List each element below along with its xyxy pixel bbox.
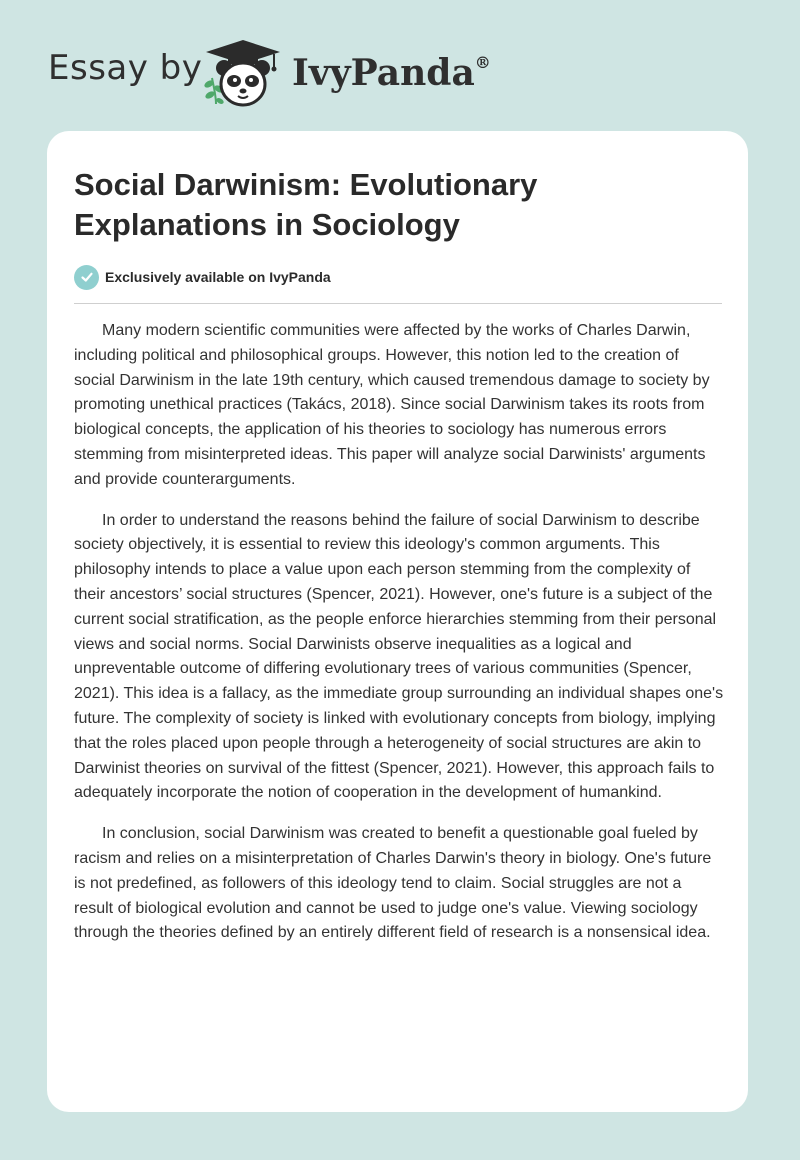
essay-by-label: Essay by xyxy=(48,48,203,88)
paragraph: In order to understand the reasons behind the failure of social Darwinism to describe society objectively, it is essential to review this ideology's common arguments. This philosophy intends to place a value upon each person stemming from the complexity of their ancestors’ social structures (Spencer, 2021). However, one's future is a subject of the current social stratification, as the people enforce hierarchies stemming from their personal views and social norms. Social Darwinists observe inequalities as a logical and unpreventable outcome of differing evolutionary trees of various communities (Spencer, 2021). This idea is a fallacy, as the immediate group surrounding an individual shapes one's future. The complexity of society is linked with evolutionary concepts from biology, implying that the roles placed upon people through a heterogeneity of social structures are akin to Darwinist theories on survival of the fittest (Spencer, 2021). However, this approach fails to adequately incorporate the notion of cooperation in the development of humankind. xyxy=(74,511,724,802)
panda-logo-icon[interactable] xyxy=(200,38,286,110)
divider xyxy=(74,303,722,304)
paragraph: In conclusion, social Darwinism was created to benefit a questionable goal fueled by racism and relies on a misinterpretation of Charles Darwin's theory in biology. One's future is not predefined, as followers of this ideology tend to claim. Social struggles are not a result of biological evolution and cannot be used to judge one's value. Viewing sociology through the theories defined by an entirely different field of research is a nonsensical idea. xyxy=(74,825,712,942)
page-title: Social Darwinism: Evolutionary Explanations in Sociology xyxy=(74,167,538,242)
check-circle-icon xyxy=(74,265,99,290)
essay-body xyxy=(74,319,724,962)
brand-name[interactable]: IvyPanda® xyxy=(292,52,491,94)
site-header xyxy=(0,0,800,130)
paragraph: Many modern scientific communities were affected by the works of Charles Darwin, including political and philosophical groups. However, this notion led to the creation of social Darwinism in the late 19th century, which caused tremendous damage to society by promoting unethical practices (Takács, 2018). Since social Darwinism takes its roots from biological concepts, the application of his theories to sociology has numerous errors stemming from misinterpreted ideas. This paper will analyze social Darwinists' arguments and provide counterarguments. xyxy=(74,322,710,488)
badge-label: Exclusively available on IvyPanda xyxy=(105,269,331,285)
exclusive-badge xyxy=(74,264,331,290)
essay-card xyxy=(47,131,748,1112)
